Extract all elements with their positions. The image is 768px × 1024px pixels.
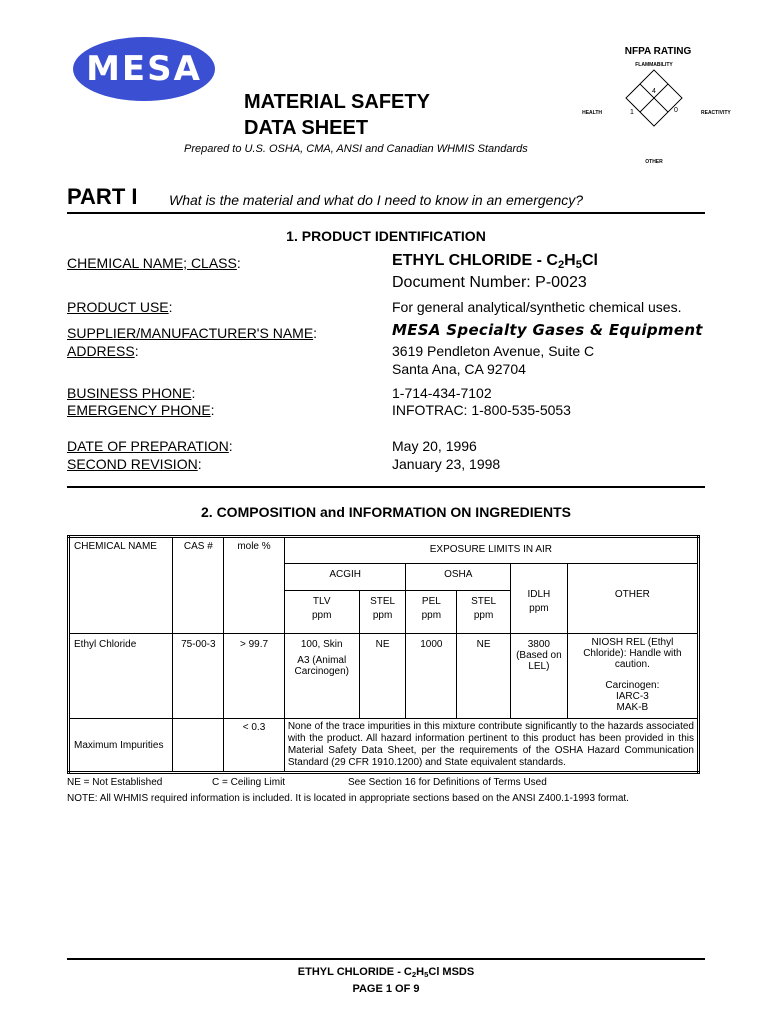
footer-page-number: PAGE 1 OF 9 — [352, 983, 420, 995]
product-use-label: PRODUCT USE: — [67, 299, 173, 315]
cell-impurities-mole: < 0.3 — [224, 719, 285, 773]
nfpa-flammability-value: 4 — [652, 88, 656, 95]
nfpa-reactivity-label: REACTIVITY — [701, 110, 731, 116]
nfpa-reactivity-value: 0 — [674, 107, 678, 114]
part-question: What is the material and what do I need to know in an emergency? — [169, 192, 584, 208]
header-cas: CAS # — [173, 537, 224, 634]
section-rule — [67, 486, 705, 488]
footer-rule — [67, 958, 705, 960]
revision-value: January 23, 1998 — [392, 456, 501, 472]
cell-mole: > 99.7 — [224, 634, 285, 719]
composition-table — [67, 535, 700, 774]
address-line1: 3619 Pendleton Avenue, Suite C — [392, 343, 595, 359]
note-ne: NE = Not Established — [67, 777, 163, 788]
header-stel: STEL ppm — [359, 591, 406, 634]
header-acgih: ACGIH — [284, 564, 406, 591]
header-mole: mole % — [224, 537, 285, 634]
cell-stel: NE — [359, 634, 406, 719]
cell-impurities-name: Maximum Impurities — [69, 719, 173, 773]
address-label: ADDRESS: — [67, 343, 139, 359]
prepared-statement: Prepared to U.S. OSHA, CMA, ANSI and Canadian WHMIS Standards — [184, 143, 528, 155]
header-other: OTHER — [567, 564, 698, 634]
footer-title: ETHYL CHLORIDE - $C_2H_5Cl$ MSDS — [297, 966, 475, 979]
table-row — [69, 634, 699, 719]
emergency-phone-value: INFOTRAC: 1-800-535-5053 — [392, 402, 571, 418]
chemical-name-value: ETHYL CHLORIDE - $C_2H_5Cl$ — [392, 252, 598, 271]
nfpa-diamond — [568, 40, 748, 170]
emergency-phone-label: EMERGENCY PHONE: — [67, 402, 215, 418]
cell-idlh: 3800 (Based on LEL) — [510, 634, 567, 719]
date-value: May 20, 1996 — [392, 438, 477, 454]
nfpa-health-label: HEALTH — [582, 110, 602, 116]
nfpa-title: NFPA RATING — [624, 46, 692, 57]
part-heading: PART I — [67, 184, 138, 209]
nfpa-health-value: 1 — [630, 109, 634, 116]
section2-heading: 2. COMPOSITION and INFORMATION ON INGREDIENTS — [201, 504, 571, 520]
logo-text: MESA — [86, 49, 202, 89]
cell-pel: 1000 — [406, 634, 457, 719]
header-chemical-name: CHEMICAL NAME — [69, 537, 173, 634]
cell-stel-osha: NE — [457, 634, 511, 719]
revision-label: SECOND REVISION: — [67, 456, 202, 472]
cell-tlv: 100, Skin A3 (Animal Carcinogen) — [284, 634, 359, 719]
supplier-name: MESA Specialty Gases & Equipment — [392, 321, 703, 339]
cell-cas: 75-00-3 — [173, 634, 224, 719]
header-tlv: TLV ppm — [284, 591, 359, 634]
document-title-line1: MATERIAL SAFETY — [244, 91, 430, 113]
part-rule — [67, 212, 705, 214]
chemical-name-label: CHEMICAL NAME; CLASS: — [67, 255, 241, 271]
cell-impurities-text: None of the trace impurities in this mixture contribute significantly to the hazards associated with the product. All hazard information pertinent to this product has been provided in this Material Safety Data Sheet, per the requirements of the OSHA Hazard Communication Standard (29 CFR 1910.1200) and State equivalent standards. — [284, 719, 698, 773]
cell-impurities-cas — [173, 719, 224, 773]
header-stel-osha: STEL ppm — [457, 591, 511, 634]
table-header-row — [69, 537, 699, 564]
product-use-value: For general analytical/synthetic chemical uses. — [392, 299, 682, 315]
date-label: DATE OF PREPARATION: — [67, 438, 233, 454]
note-ceiling: C = Ceiling Limit — [212, 777, 286, 788]
nfpa-other-label: OTHER — [645, 159, 663, 165]
cell-other: NIOSH REL (Ethyl Chloride): Handle with caution. Carcinogen: IARC-3 MAK-B — [567, 634, 698, 719]
header-osha: OSHA — [406, 564, 511, 591]
address-line2: Santa Ana, CA 92704 — [392, 361, 526, 377]
supplier-label: SUPPLIER/MANUFACTURER'S NAME: — [67, 325, 318, 341]
mesa-logo — [72, 36, 216, 102]
cell-chemical-name: Ethyl Chloride — [69, 634, 173, 719]
business-phone-label: BUSINESS PHONE: — [67, 385, 196, 401]
nfpa-flammability-label: FLAMMABILITY — [635, 62, 673, 68]
header-exposure: EXPOSURE LIMITS IN AIR — [284, 537, 698, 564]
note-whmis: NOTE: All WHMIS required information is included. It is located in appropriate sections based on the ANSI Z400.1-1993 format. — [67, 793, 629, 804]
document-title-line2: DATA SHEET — [244, 117, 369, 139]
business-phone-value: 1-714-434-7102 — [392, 385, 492, 401]
note-see-section: See Section 16 for Definitions of Terms Used — [348, 777, 547, 788]
document-number: Document Number: P-0023 — [392, 274, 587, 291]
header-pel: PEL ppm — [406, 591, 457, 634]
header-idlh: IDLH ppm — [510, 564, 567, 634]
section1-heading: 1. PRODUCT IDENTIFICATION — [286, 228, 486, 244]
table-row — [69, 719, 699, 773]
